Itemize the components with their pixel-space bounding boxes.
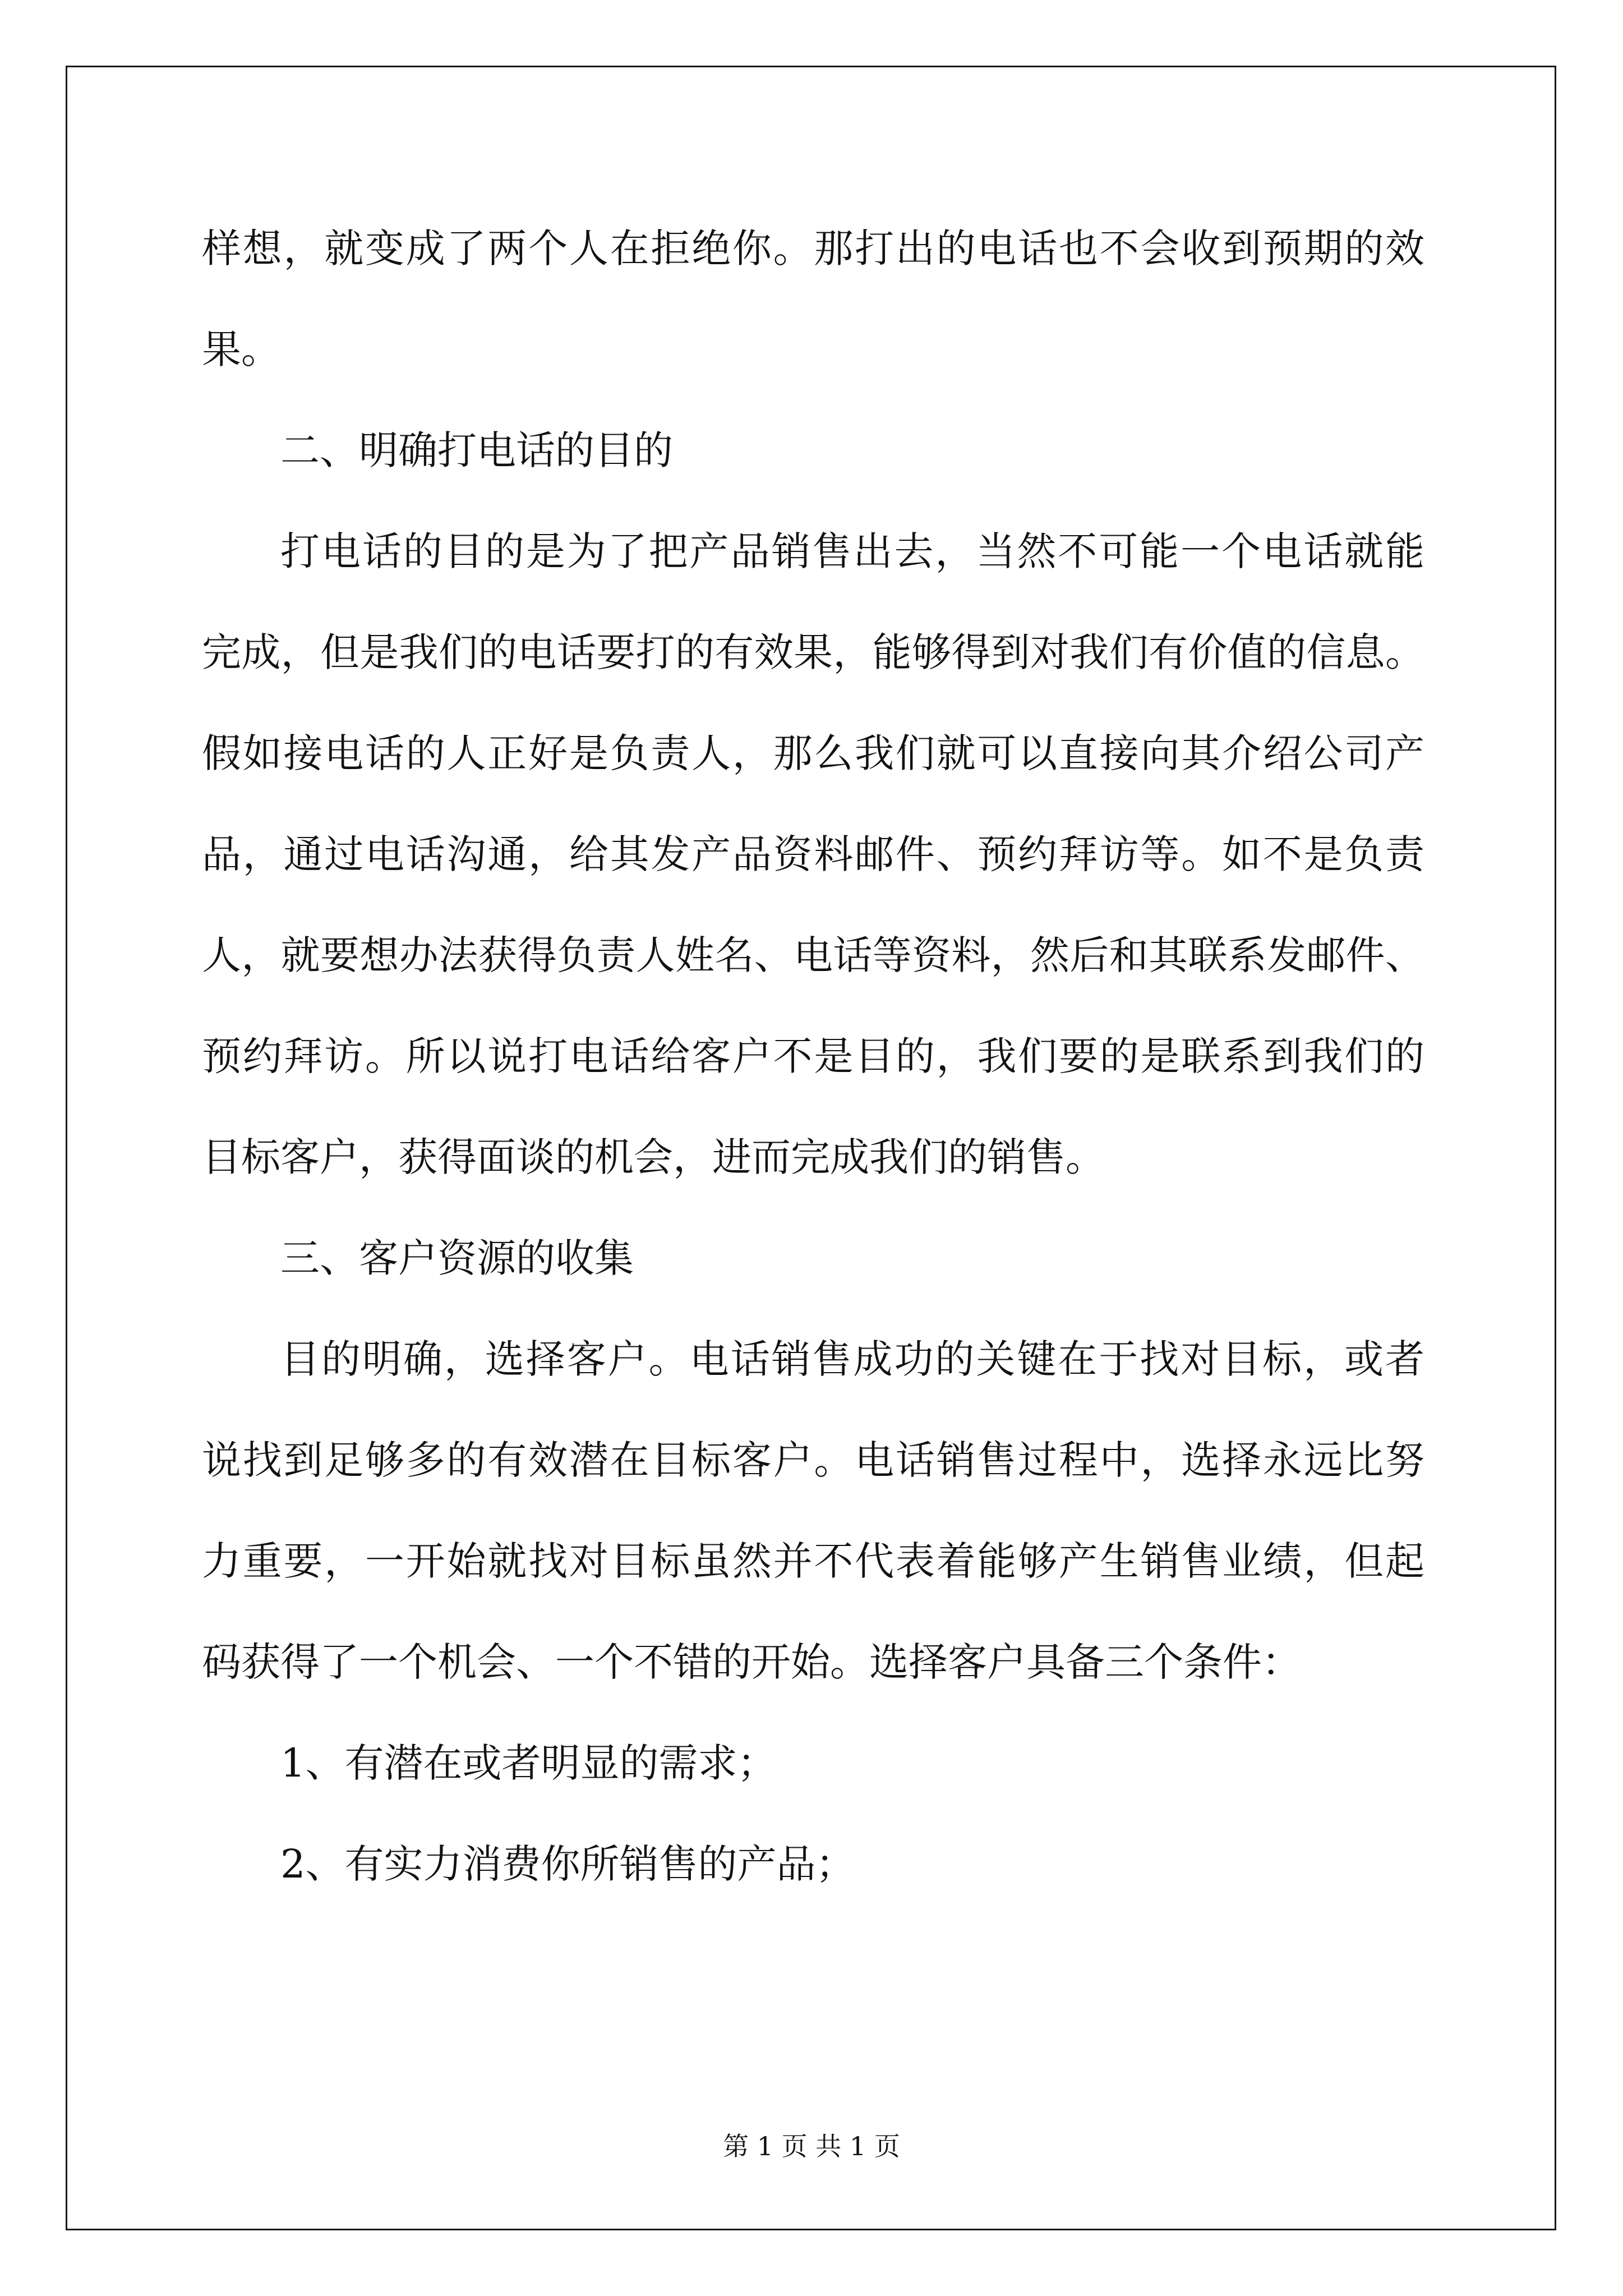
paragraph-line: 假如接电话的人正好是负责人，那么我们就可以直接向其介绍公司产 xyxy=(202,730,1424,776)
section-heading: 二、明确打电话的目的 xyxy=(280,427,673,473)
paragraph-line: 说找到足够多的有效潜在目标客户。电话销售过程中，选择永远比努 xyxy=(202,1437,1424,1483)
paragraph-line: 果。 xyxy=(202,326,280,372)
page-footer: 第 1 页 共 1 页 xyxy=(723,2131,900,2161)
paragraph-line: 品，通过电话沟通，给其发产品资料邮件、预约拜访等。如不是负责 xyxy=(202,831,1424,877)
list-item: 2、有实力消费你所销售的产品； xyxy=(280,1841,855,1887)
paragraph-line: 码获得了一个机会、一个不错的开始。选择客户具备三个条件： xyxy=(202,1639,1301,1685)
paragraph-line: 力重要，一开始就找对目标虽然并不代表着能够产生销售业绩，但起 xyxy=(202,1538,1424,1584)
paragraph-line: 完成，但是我们的电话要打的有效果，能够得到对我们有价值的信息。 xyxy=(202,629,1424,675)
list-item: 1、有潜在或者明显的需求； xyxy=(280,1740,777,1786)
paragraph-line: 样想，就变成了两个人在拒绝你。那打出的电话也不会收到预期的效 xyxy=(202,226,1424,272)
paragraph-line: 人，就要想办法获得负责人姓名、电话等资料，然后和其联系发邮件、 xyxy=(202,932,1424,978)
paragraph-line: 打电话的目的是为了把产品销售出去，当然不可能一个电话就能 xyxy=(280,528,1424,574)
section-heading: 三、客户资源的收集 xyxy=(280,1235,634,1281)
paragraph-line: 目标客户，获得面谈的机会，进而完成我们的销售。 xyxy=(202,1134,1105,1180)
paragraph-line: 目的明确，选择客户。电话销售成功的关键在于找对目标，或者 xyxy=(280,1336,1424,1382)
paragraph-line: 预约拜访。所以说打电话给客户不是目的，我们要的是联系到我们的 xyxy=(202,1033,1424,1079)
